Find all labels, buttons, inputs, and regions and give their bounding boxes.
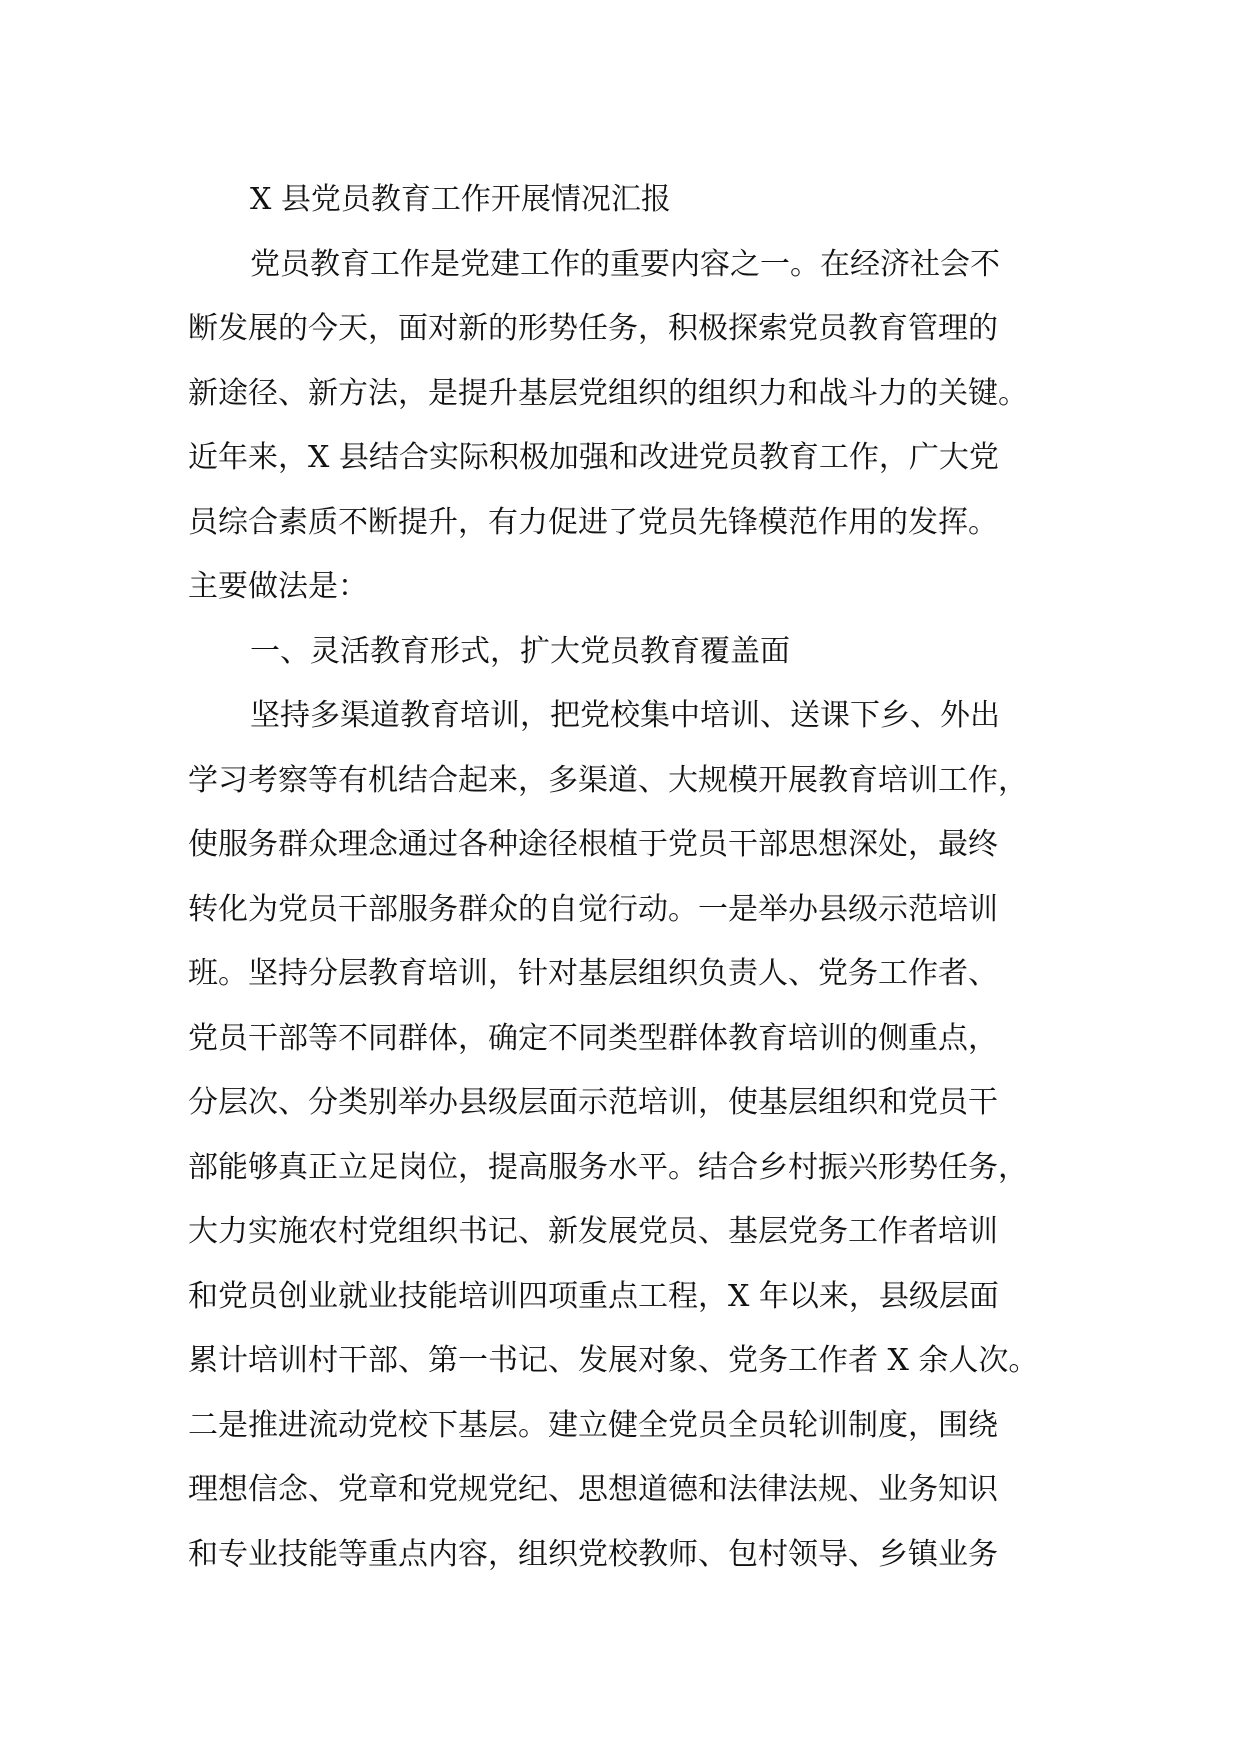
paragraph-line: 分层次、分类别举办县级层面示范培训，使基层组织和党员干	[188, 1085, 998, 1120]
paragraph-line: 大力实施农村党组织书记、新发展党员、基层党务工作者培训	[188, 1214, 998, 1249]
paragraph-line: 断发展的今天，面对新的形势任务，积极探索党员教育管理的	[188, 311, 998, 346]
paragraph-line: 转化为党员干部服务群众的自觉行动。一是举办县级示范培训	[188, 891, 998, 927]
paragraph-line: 党员干部等不同群体，确定不同类型群体教育培训的侧重点，	[188, 1020, 998, 1056]
paragraph-line: 党员教育工作是党建工作的重要内容之一。在经济社会不	[250, 246, 1000, 282]
paragraph-line: 主要做法是：	[188, 569, 368, 604]
paragraph-line: 近年来，X 县结合实际积极加强和改进党员教育工作，广大党	[188, 440, 999, 475]
document-title: X 县党员教育工作开展情况汇报	[250, 182, 671, 217]
paragraph-line: 部能够真正立足岗位，提高服务水平。结合乡村振兴形势任务，	[188, 1149, 1028, 1185]
document-body	[188, 168, 1068, 1587]
paragraph-line: 二是推进流动党校下基层。建立健全党员全员轮训制度，围绕	[188, 1407, 998, 1443]
paragraph-line: 使服务群众理念通过各种途径根植于党员干部思想深处，最终	[188, 827, 998, 862]
paragraph-line: 员综合素质不断提升，有力促进了党员先锋模范作用的发挥。	[188, 504, 998, 540]
paragraph-line: 累计培训村干部、第一书记、发展对象、党务工作者 X 余人次。	[188, 1343, 1039, 1378]
section-heading: 一、灵活教育形式，扩大党员教育覆盖面	[250, 633, 790, 669]
paragraph-line: 学习考察等有机结合起来，多渠道、大规模开展教育培训工作，	[188, 762, 1028, 798]
paragraph-line: 和专业技能等重点内容，组织党校教师、包村领导、乡镇业务	[188, 1536, 998, 1572]
paragraph-line: 新途径、新方法，是提升基层党组织的组织力和战斗力的关键。	[188, 375, 1028, 411]
paragraph-line: 坚持多渠道教育培训，把党校集中培训、送课下乡、外出	[250, 698, 1000, 733]
paragraph-line: 理想信念、党章和党规党纪、思想道德和法律法规、业务知识	[188, 1472, 998, 1507]
paragraph-line: 班。坚持分层教育培训，针对基层组织负责人、党务工作者、	[188, 956, 998, 991]
paragraph-line: 和党员创业就业技能培训四项重点工程，X 年以来，县级层面	[188, 1278, 999, 1314]
